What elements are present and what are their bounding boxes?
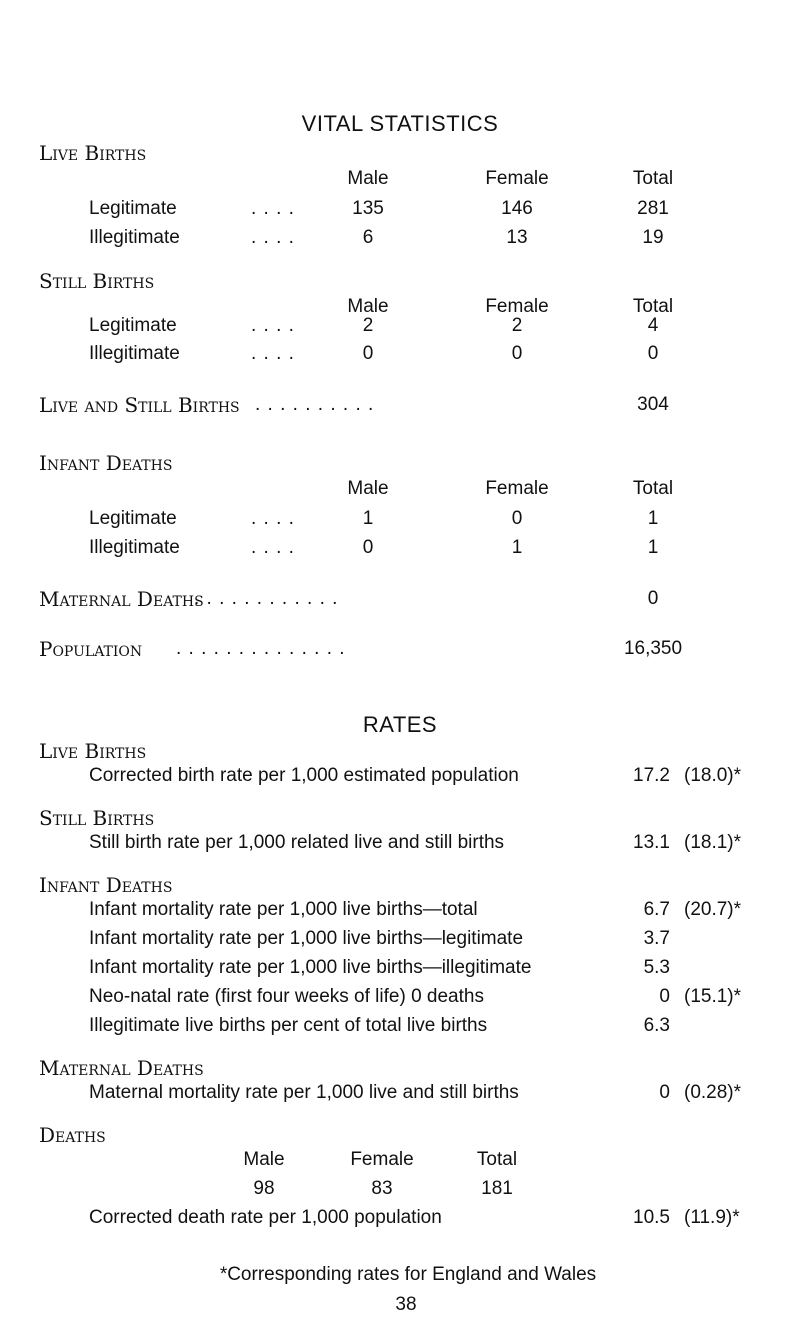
rates-title: RATES (362, 712, 438, 737)
rates-infant-deaths-heading: Infant Deaths (39, 873, 173, 897)
population-total: 16,350 (623, 638, 683, 659)
maternal-deaths-heading: Maternal Deaths (39, 587, 204, 611)
cell-total: 281 (637, 198, 669, 219)
rate-label: Infant mortality rate per 1,000 live births—legitimate (89, 928, 524, 949)
deaths-col-male: Male (243, 1149, 285, 1170)
deaths-total-value: 181 (481, 1178, 513, 1199)
cell-male: 135 (352, 198, 384, 219)
leader-dots: . . . . (251, 227, 295, 248)
cell-male: 1 (362, 508, 374, 529)
rate-value: 5.3 (643, 957, 670, 978)
cell-total: 4 (647, 315, 659, 336)
rates-deaths-heading: Deaths (39, 1123, 106, 1147)
rates-still-births-heading: Still Births (39, 806, 155, 830)
cell-female: 0 (511, 508, 523, 529)
national-rate: (18.1)* (684, 832, 742, 853)
rate-label: Corrected death rate per 1,000 population (89, 1207, 442, 1228)
rate-label: Corrected birth rate per 1,000 estimated population (89, 765, 519, 786)
cell-total: 1 (647, 508, 659, 529)
col-female-header: Female (485, 296, 549, 317)
col-total-header: Total (632, 168, 674, 189)
cell-female: 1 (511, 537, 523, 558)
col-total-header: Total (632, 296, 674, 317)
row-label: Illegitimate (89, 227, 180, 248)
rate-label: Maternal mortality rate per 1,000 live and still births (89, 1082, 519, 1103)
rate-value: 10.5 (633, 1207, 670, 1228)
still-births-heading: Still Births (39, 269, 155, 293)
live-and-still-total: 304 (637, 394, 669, 415)
cell-male: 0 (362, 343, 374, 364)
cell-male: 0 (362, 537, 374, 558)
cell-male: 2 (362, 315, 374, 336)
footnote: *Corresponding rates for England and Wales (219, 1264, 597, 1285)
leader-dots: . . . . . . . . . . . . . . (176, 638, 346, 659)
cell-male: 6 (362, 227, 374, 248)
row-label: Legitimate (89, 198, 177, 219)
population-heading: Population (39, 637, 143, 661)
cell-total: 0 (647, 343, 659, 364)
rate-label: Illegitimate live births per cent of total live births (89, 1015, 488, 1036)
national-rate: (0.28)* (684, 1082, 742, 1103)
rate-label: Infant mortality rate per 1,000 live births—illegitimate (89, 957, 532, 978)
col-female-header: Female (485, 478, 549, 499)
col-total-header: Total (632, 478, 674, 499)
national-rate: (20.7)* (684, 899, 742, 920)
rates-live-births-heading: Live Births (39, 739, 147, 763)
live-and-still-heading: Live and Still Births (39, 393, 240, 417)
leader-dots: . . . . . . . . . . (255, 394, 375, 415)
cell-female: 13 (506, 227, 528, 248)
row-label: Illegitimate (89, 537, 180, 558)
cell-total: 1 (647, 537, 659, 558)
rate-value: 6.7 (643, 899, 670, 920)
deaths-female-value: 83 (371, 1178, 393, 1199)
col-male-header: Male (347, 478, 389, 499)
col-male-header: Male (347, 296, 389, 317)
rates-maternal-deaths-heading: Maternal Deaths (39, 1056, 204, 1080)
live-births-heading: Live Births (39, 141, 147, 165)
col-female-header: Female (485, 168, 549, 189)
national-rate: (11.9)* (684, 1207, 740, 1228)
col-male-header: Male (347, 168, 389, 189)
page-number: 38 (395, 1294, 417, 1315)
rate-value: 13.1 (633, 832, 670, 853)
cell-female: 0 (511, 343, 523, 364)
deaths-col-total: Total (476, 1149, 518, 1170)
rate-value: 3.7 (643, 928, 670, 949)
leader-dots: . . . . (251, 315, 295, 336)
leader-dots: . . . . . . . . . . . . (194, 588, 339, 609)
cell-total: 19 (642, 227, 664, 248)
maternal-deaths-total: 0 (647, 588, 659, 609)
rate-value: 0 (659, 1082, 670, 1103)
national-rate: (15.1)* (684, 986, 742, 1007)
rate-label: Infant mortality rate per 1,000 live births—total (89, 899, 478, 920)
leader-dots: . . . . (251, 198, 295, 219)
rate-value: 0 (659, 986, 670, 1007)
cell-female: 2 (511, 315, 523, 336)
rate-label: Neo-natal rate (first four weeks of life) 0 deaths (89, 986, 484, 1007)
leader-dots: . . . . (251, 537, 295, 558)
deaths-col-female: Female (350, 1149, 414, 1170)
row-label: Illegitimate (89, 343, 180, 364)
deaths-male-value: 98 (253, 1178, 275, 1199)
rate-value: 6.3 (643, 1015, 670, 1036)
national-rate: (18.0)* (684, 765, 742, 786)
leader-dots: . . . . (251, 508, 295, 529)
row-label: Legitimate (89, 508, 177, 529)
leader-dots: . . . . (251, 343, 295, 364)
page-title: VITAL STATISTICS (301, 111, 499, 136)
rate-label: Still birth rate per 1,000 related live and still births (89, 832, 505, 853)
cell-female: 146 (501, 198, 533, 219)
infant-deaths-heading: Infant Deaths (39, 451, 173, 475)
row-label: Legitimate (89, 315, 177, 336)
rate-value: 17.2 (633, 765, 670, 786)
